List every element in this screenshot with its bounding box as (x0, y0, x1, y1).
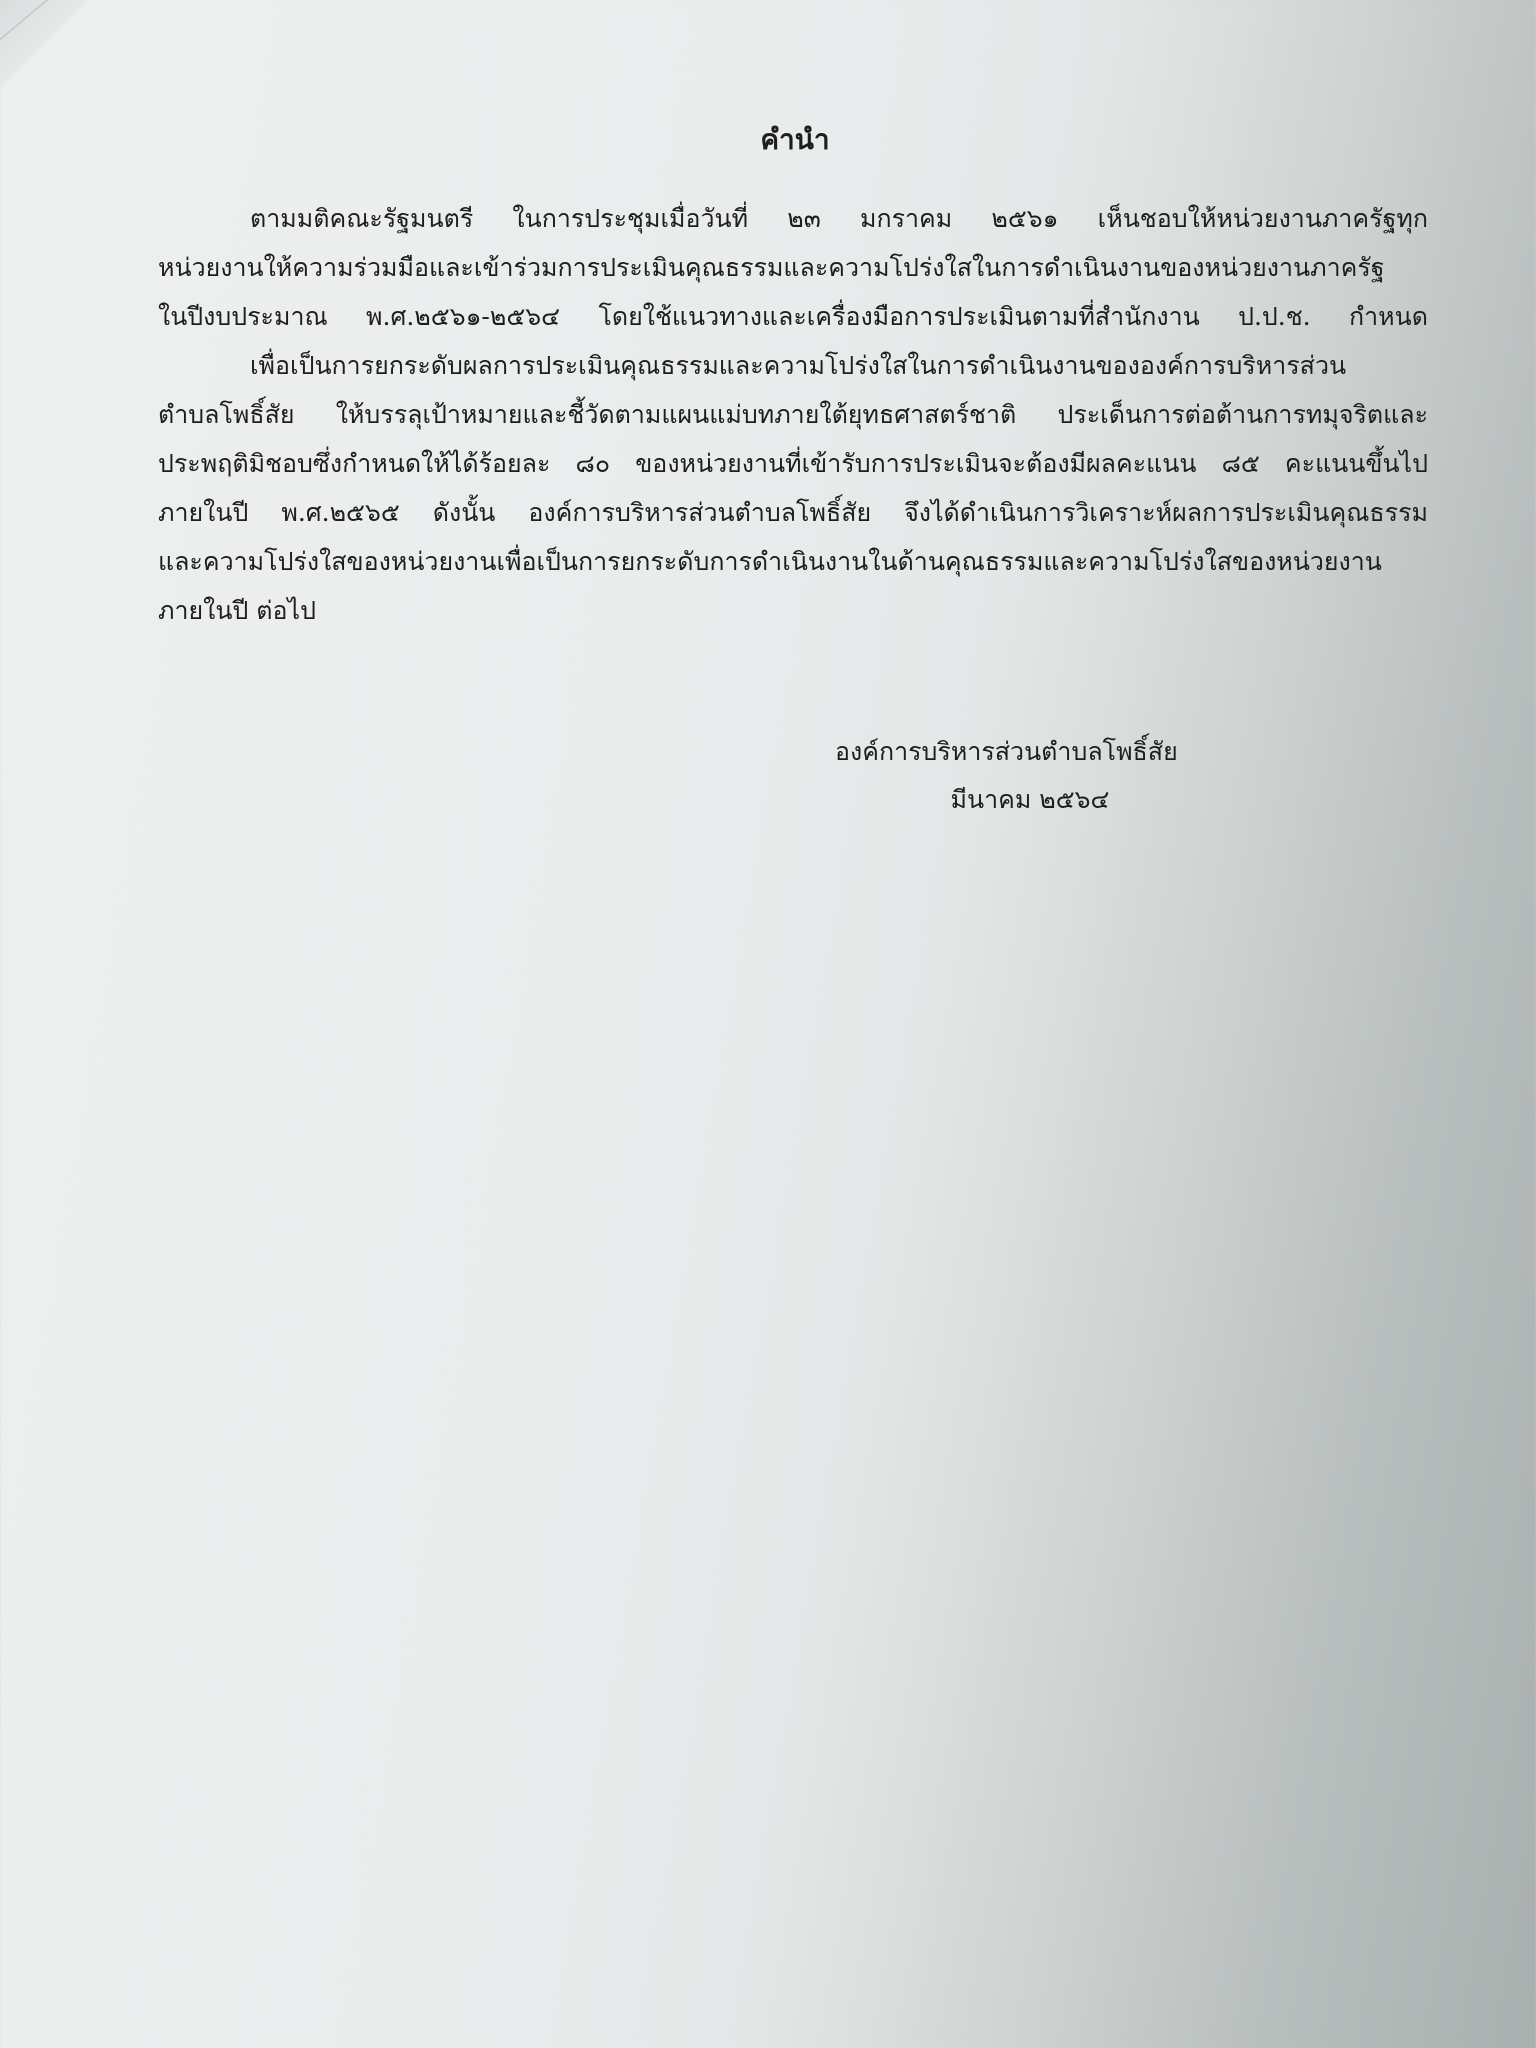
paragraph-1-line-1: ตามมติคณะรัฐมนตรี ในการประชุมเมื่อวันที่ ๒๓ มกราคม ๒๕๖๑ เห็นชอบให้หน่วยงานภาครัฐทุก (250, 204, 1428, 233)
paragraph-2-line-4: ภายในปี พ.ศ.๒๕๖๕ ดังนั้น องค์การบริหารส่วนตำบลโพธิ์สัย จึงได้ดำเนินการวิเคราะห์ผลการประเมินคุณธรรม (158, 498, 1428, 527)
page-corner-fold (0, 0, 90, 90)
signature-block (835, 728, 1195, 824)
paragraph-2-line-3: ประพฤติมิชอบซึ่งกำหนดให้ได้ร้อยละ ๘๐ ของหน่วยงานที่เข้ารับการประเมินจะต้องมีผลคะแนน ๘๕ คะแนนขึ้นไป (158, 449, 1428, 478)
paragraph-2-line-2: ตำบลโพธิ์สัย ให้บรรลุเป้าหมายและชี้วัดตามแผนแม่บทภายใต้ยุทธศาสตร์ชาติ ประเด็นการต่อต้านการทมุจริตและ (158, 400, 1428, 429)
paragraph-2-line-6: ภายในปี ต่อไป (158, 596, 316, 625)
paragraph-1-line-2: หน่วยงานให้ความร่วมมือและเข้าร่วมการประเมินคุณธรรมและความโปร่งใสในการดำเนินงานของหน่วยงานภาครัฐ (158, 253, 1385, 282)
document-title: คำนำ (760, 123, 830, 156)
paragraph-2-line-1: เพื่อเป็นการยกระดับผลการประเมินคุณธรรมและความโปร่งใสในการดำเนินงานขององค์การบริหารส่วน (250, 351, 1347, 380)
document-body (158, 194, 1428, 635)
signature-organization: องค์การบริหารส่วนตำบลโพธิ์สัย (835, 737, 1178, 766)
signature-date: มีนาคม ๒๕๖๔ (950, 785, 1110, 814)
paragraph-1-line-3: ในปีงบประมาณ พ.ศ.๒๕๖๑-๒๕๖๔ โดยใช้แนวทางและเครื่องมือการประเมินตามที่สำนักงาน ป.ป.ช. กำหนด (158, 302, 1428, 331)
paragraph-2-line-5: และความโปร่งใสของหน่วยงานเพื่อเป็นการยกระดับการดำเนินงานในด้านคุณธรรมและความโปร่งใสของหน่วยงาน (158, 547, 1382, 576)
